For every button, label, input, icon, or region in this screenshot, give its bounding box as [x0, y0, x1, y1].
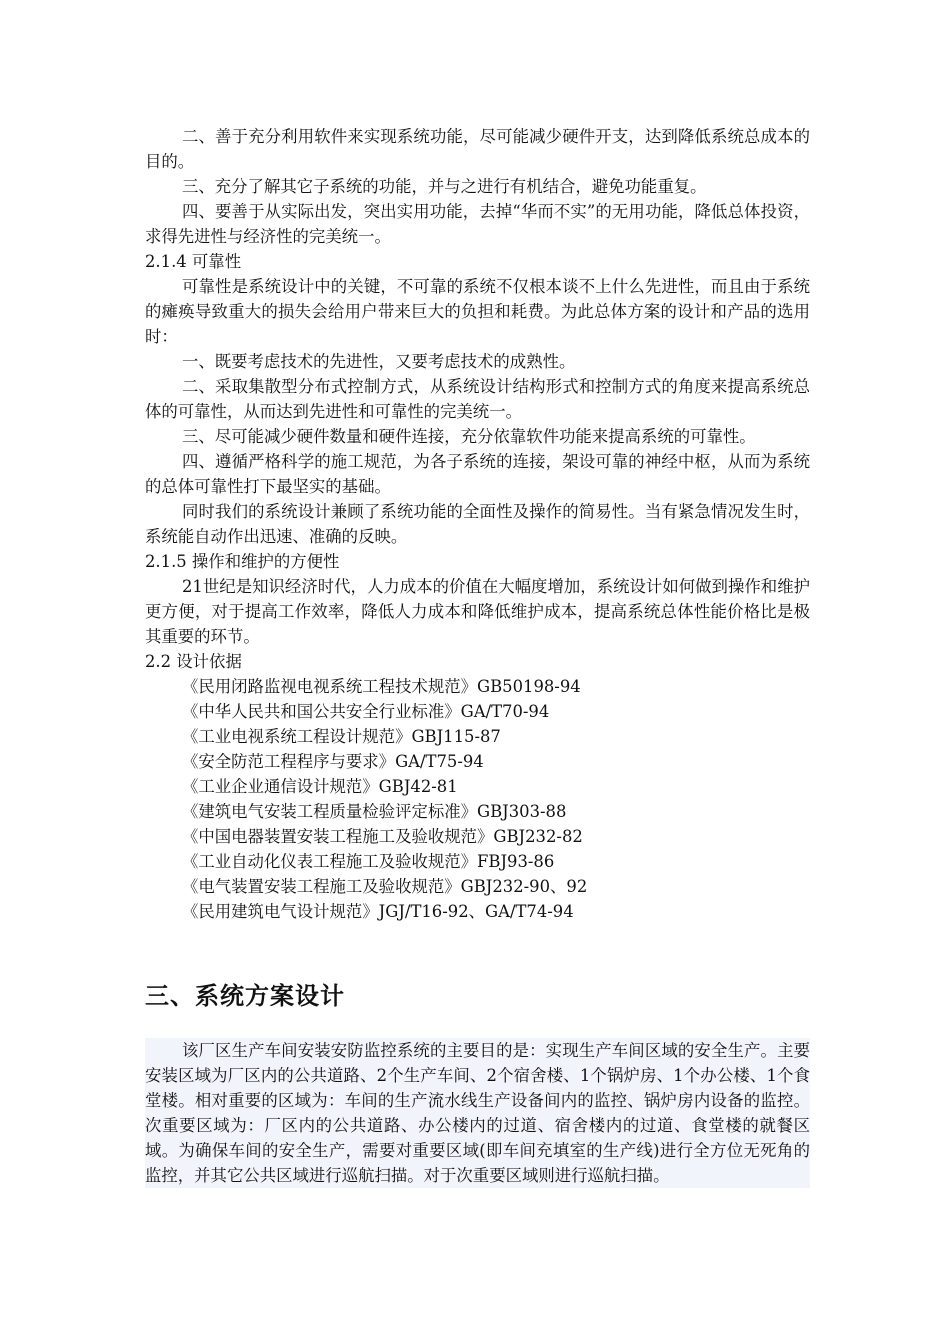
paragraph: 一、既要考虑技术的先进性，又要考虑技术的成熟性。	[182, 352, 576, 371]
paragraph: 三、充分了解其它子系统的功能，并与之进行有机结合，避免功能重复。	[182, 177, 707, 196]
reference-item: 《电气装置安装工程施工及验收规范》GBJ232-90、92	[182, 877, 588, 896]
highlighted-paragraph: 该厂区生产车间安装安防监控系统的主要目的是：实现生产车间区域的安全生产。主要安装区域为厂区内的公共道路、2个生产车间、2个宿舍楼、1个锅炉房、1个办公楼、1个食堂楼。相对重要的区域为：车间的生产流水线生产设备间内的监控、锅炉房内设备的监控。次重要区域为：厂区内的公共道路、办公楼内的过道、宿舍楼内的过道、食堂楼的就餐区域。为确保车间的安全生产，需要对重要区域(即车间充填室的生产线)进行全方位无死角的监控，并其它公共区域进行巡航扫描。对于次重要区域则进行巡航扫描。	[145, 1038, 810, 1188]
paragraph: 可靠性是系统设计中的关键，不可靠的系统不仅根本谈不上什么先进性，而且由于系统的瘫痪导致重大的损失会给用户带来巨大的负担和耗费。为此总体方案的设计和产品的选用时：	[145, 277, 810, 346]
paragraph: 二、采取集散型分布式控制方式，从系统设计结构形式和控制方式的角度来提高系统总体的可靠性，从而达到先进性和可靠性的完美统一。	[145, 377, 810, 421]
chapter-body	[145, 1038, 810, 1188]
reference-item: 《中华人民共和国公共安全行业标准》GA/T70-94	[182, 702, 550, 721]
reference-item: 《建筑电气安装工程质量检验评定标准》GBJ303-88	[182, 802, 567, 821]
reference-item: 《工业企业通信设计规范》GBJ42-81	[182, 777, 458, 796]
reference-item: 《民用闭路监视电视系统工程技术规范》GB50198-94	[182, 677, 581, 696]
reference-item: 《工业电视系统工程设计规范》GBJ115-87	[182, 727, 501, 746]
paragraph: 三、尽可能减少硬件数量和硬件连接，充分依靠软件功能来提高系统的可靠性。	[182, 427, 756, 446]
paragraph: 四、遵循严格科学的施工规范，为各子系统的连接，架设可靠的神经中枢，从而为系统的总体可靠性打下最坚实的基础。	[145, 452, 810, 496]
reference-item: 《民用建筑电气设计规范》JGJ/T16-92、GA/T74-94	[182, 902, 574, 921]
document-body	[145, 124, 810, 924]
reference-item: 《中国电器装置安装工程施工及验收规范》GBJ232-82	[182, 827, 583, 846]
reference-item: 《安全防范工程程序与要求》GA/T75-94	[182, 752, 484, 771]
paragraph: 二、善于充分利用软件来实现系统功能，尽可能减少硬件开支，达到降低系统总成本的目的。	[145, 127, 810, 171]
reference-item: 《工业自动化仪表工程施工及验收规范》FBJ93-86	[182, 852, 555, 871]
section-heading-2-1-4: 2.1.4 可靠性	[145, 252, 242, 271]
paragraph: 同时我们的系统设计兼顾了系统功能的全面性及操作的简易性。当有紧急情况发生时，系统能自动作出迅速、准确的反映。	[145, 502, 810, 546]
section-heading-2-1-5: 2.1.5 操作和维护的方便性	[145, 552, 340, 571]
section-heading-2-2: 2.2 设计依据	[145, 652, 242, 671]
paragraph: 21世纪是知识经济时代，人力成本的价值在大幅度增加，系统设计如何做到操作和维护更方便，对于提高工作效率，降低人力成本和降低维护成本，提高系统总体性能价格比是极其重要的环节。	[145, 577, 810, 646]
paragraph: 四、要善于从实际出发，突出实用功能，去掉“华而不实”的无用功能，降低总体投资，求得先进性与经济性的完美统一。	[145, 202, 810, 246]
chapter-heading: 三、系统方案设计	[145, 982, 345, 1010]
